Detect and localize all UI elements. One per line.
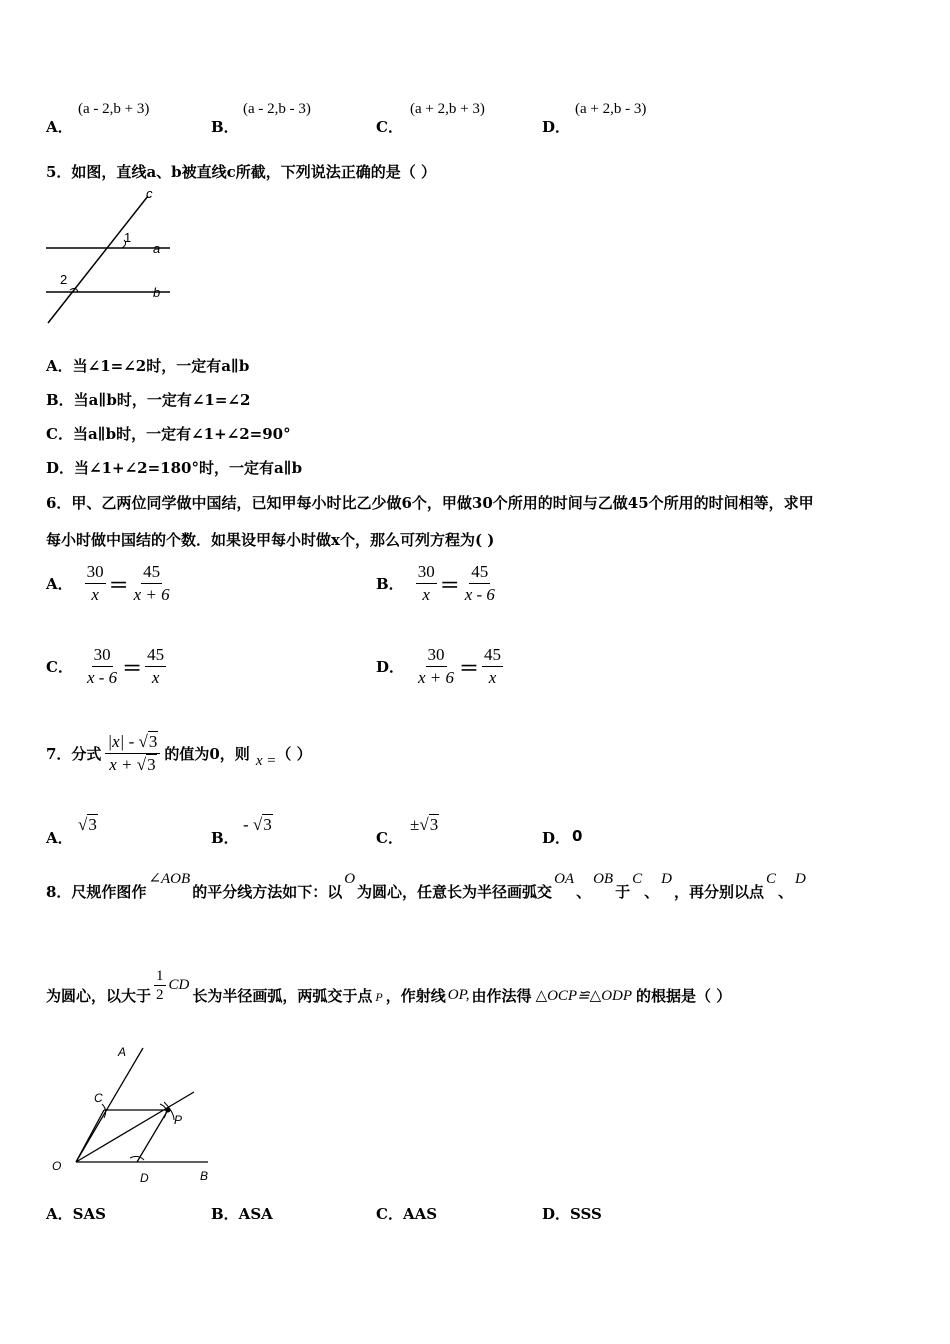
q8-figure — [46, 1040, 226, 1190]
q7-option-d-label: D． — [542, 829, 571, 847]
fraction: $\frac{45}{x - 6}$ — [464, 562, 495, 604]
fraction: $\frac{45}{x}$ — [147, 645, 165, 687]
q8-line1: 8．尺规作图作 ∠AOB 的平分线方法如下：以 O 为圆心，任意长为半径画弧交 OA 、 OB 于 C 、 D ，再分别以点 C 、 D — [46, 871, 806, 901]
q5-option-c: C．当a∥b时，一定有∠1+∠2=90° — [46, 425, 291, 443]
q6-option-c: C． $\frac{30}{x - 6}$ ＝ $\frac{45}{x}$ — [46, 645, 165, 687]
q7-option-a-label: A． — [46, 829, 73, 847]
label-D: D — [140, 1171, 149, 1185]
label-P: P — [174, 1113, 183, 1127]
q6-option-d-label: D． — [376, 658, 405, 676]
q4-option-c-value: (a + 2,b + 3) — [410, 101, 485, 117]
q5-option-d: D．当∠1+∠2=180°时，一定有a∥b — [46, 459, 303, 477]
q5-stem: 5．如图，直线a、b被直线c所截，下列说法正确的是（ ） — [46, 163, 437, 181]
point-P — [166, 1108, 171, 1113]
q7-option-d-value: 0 — [572, 827, 583, 845]
q8-line2: 为圆心，以大于 $\frac{1}{2}$ CD 长为半径画弧，两弧交于点 P ，作射线 OP, 由作法得 △OCP≌△ODP 的根据是（ ） — [46, 967, 732, 1005]
q5-option-b: B．当a∥b时，一定有∠1=∠2 — [46, 391, 251, 409]
q4-option-b-label: B． — [211, 118, 239, 136]
label-C: C — [94, 1091, 103, 1105]
q6-option-a: A． $\frac{30}{x}$ ＝ $\frac{45}{x + 6}$ — [46, 562, 170, 604]
q7-option-c-label: C． — [376, 829, 403, 847]
q5-option-a: A．当∠1=∠2时，一定有a∥b — [46, 357, 250, 375]
q6-stem-line2: 每小时做中国结的个数．如果设甲每小时做x个，那么可列方程为( ) — [46, 531, 495, 549]
q4-option-a-value: (a - 2,b + 3) — [78, 101, 150, 117]
q4-option-d-value: (a + 2,b - 3) — [575, 101, 647, 117]
fraction: $\frac{30}{x - 6}$ — [86, 645, 118, 687]
label-angle1: 1 — [124, 230, 132, 245]
label-a: a — [153, 241, 161, 256]
q7-prefix: 7．分式 — [46, 745, 102, 763]
q7-option-b-label: B． — [211, 829, 239, 847]
fraction: $\frac{45}{x + 6}$ — [133, 562, 170, 604]
q4-option-c-label: C． — [376, 118, 403, 136]
fraction: $\frac{30}{x}$ — [417, 562, 435, 604]
q8-option-d: D．SSS — [542, 1205, 602, 1223]
q6-option-b: B． $\frac{30}{x}$ ＝ $\frac{45}{x - 6}$ — [376, 562, 495, 604]
q7-fraction: $\frac{|x| - √3}{x + √3}$ — [105, 732, 160, 775]
fraction: $\frac{30}{x + 6}$ — [418, 645, 455, 687]
arc-D — [130, 1156, 144, 1160]
q4-option-b-value: (a - 2,b - 3) — [243, 101, 311, 117]
q6-option-b-label: B． — [376, 575, 404, 593]
label-b: b — [153, 285, 161, 300]
q8-option-c: C．AAS — [376, 1205, 438, 1223]
q7-stem — [46, 732, 312, 775]
fraction: $\frac{45}{x}$ — [484, 645, 502, 687]
q6-option-a-label: A． — [46, 575, 73, 593]
label-angle2: 2 — [60, 272, 68, 287]
q7-option-c-value: ±√3 — [410, 815, 439, 834]
q8-option-a: A．SAS — [46, 1205, 106, 1223]
q4-option-a-label: A． — [46, 118, 73, 136]
segment-DP — [137, 1110, 168, 1162]
q6-option-c-label: C． — [46, 658, 73, 676]
label-O: O — [52, 1159, 62, 1173]
label-B: B — [200, 1169, 209, 1183]
q7-option-a-value: √3 — [78, 815, 97, 834]
q7-middle: 的值为0，则 — [164, 745, 250, 763]
q6-option-d: D． $\frac{30}{x + 6}$ ＝ $\frac{45}{x}$ — [376, 645, 502, 687]
q6-stem-line1: 6．甲、乙两位同学做中国结，已知甲每小时比乙少做6个，甲做30个所用的时间与乙做45个所用的时间相等，求甲 — [46, 494, 814, 512]
label-c: c — [146, 186, 153, 201]
ray-OA — [76, 1048, 143, 1162]
q5-figure — [40, 186, 180, 328]
label-A: A — [118, 1045, 127, 1059]
line-c — [48, 196, 148, 323]
q7-var: x = — [255, 753, 277, 769]
q8-option-b: B．ASA — [211, 1205, 273, 1223]
q7-option-b-value: - √3 — [243, 815, 272, 834]
fraction: $\frac{30}{x}$ — [86, 562, 104, 604]
q4-option-d-label: D． — [542, 118, 571, 136]
q7-paren: （ ） — [276, 745, 312, 763]
half-fraction: $\frac{1}{2}$ — [156, 967, 164, 1003]
